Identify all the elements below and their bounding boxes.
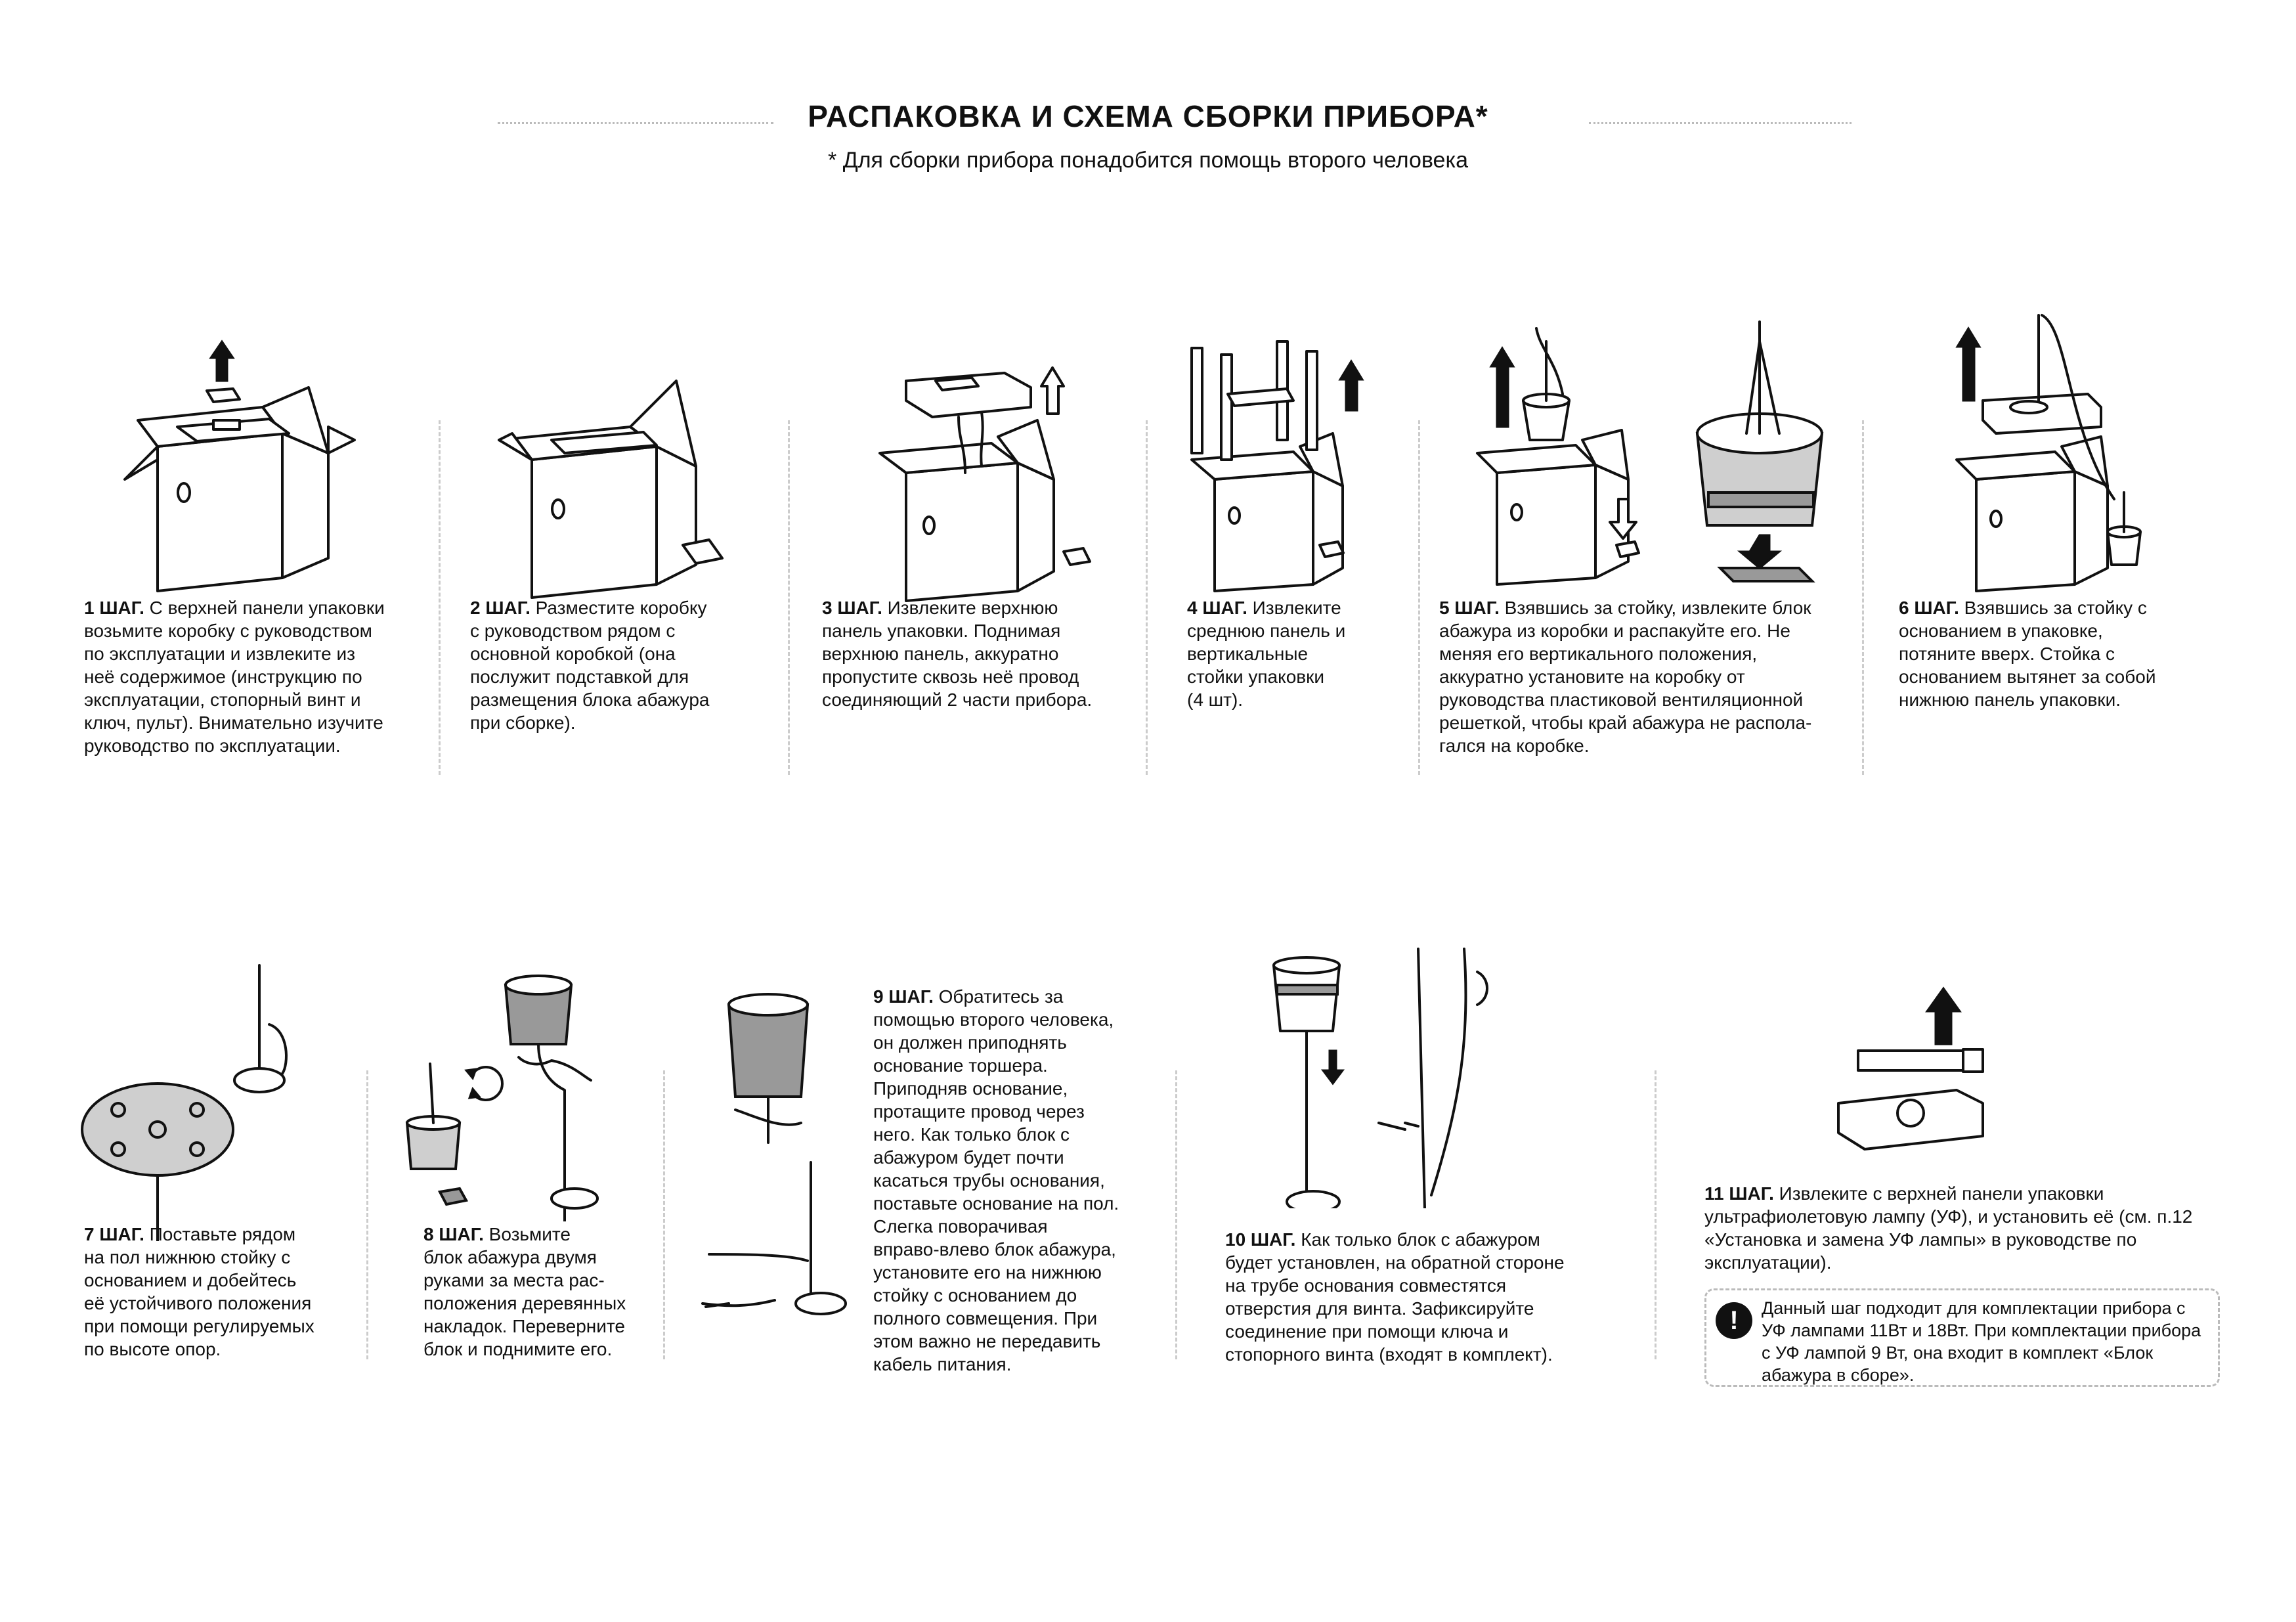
separator [663, 1070, 665, 1359]
step-7-text: 7 ШАГ. Поставьте рядом на пол нижнюю стойку с основанием и добейтесь её устойчивого положения при помощи регулируемых по высоте опор. [84, 1224, 314, 1359]
step-5-illustration [1471, 302, 1852, 598]
separator [1418, 420, 1420, 775]
step-3-text: 3 ШАГ. Извлеките верхнюю панель упаковки. Поднимая верхнюю панель, аккуратно пропустите сквозь неё провод соединяющий 2 части прибора. [822, 598, 1093, 710]
step-11-text: 11 ШАГ. Извлеките с верхней панели упаковки ультрафиолетовую лампу (УФ), и установить её (см. п.12 «Установка и замена УФ лампы» в руководстве по эксплуатации). [1704, 1183, 2193, 1273]
step-3-illustration [867, 355, 1129, 611]
step-8-text: 8 ШАГ. Возьмите блок абажура двумя руками за места рас- положения деревянных накладок. Переверните блок и поднимите его. [423, 1224, 626, 1359]
step-1-illustration [112, 328, 401, 604]
separator [1146, 420, 1148, 775]
page-title: РАСПАКОВКА И СХЕМА СБОРКИ ПРИБОРА* [808, 99, 1488, 133]
step-8-illustration [394, 959, 657, 1221]
separator [366, 1070, 368, 1359]
step-2-illustration [486, 368, 762, 604]
step-4-illustration [1175, 328, 1398, 598]
step-5-text: 5 ШАГ. Взявшись за стойку, извлеките блок абажура из коробки и распакуйте его. Не меняя его вертикального положения, аккуратно установите на коробку от руководства пластиковой вентиляционной решеткой, чтобы край абажура не распола- гался на коробке. [1439, 598, 1812, 756]
separator [1175, 1070, 1177, 1359]
step-9-illustration [689, 978, 873, 1340]
step-10-text: 10 ШАГ. Как только блок с абажуром будет установлен, на обратной стороне на трубе основания совместятся отверстия для винта. Зафиксируйте соединение при помощи ключа и стопорного винта (входят в комплект). [1225, 1229, 1565, 1365]
note-text: Данный шаг подходит для комплектации прибора с УФ лампами 11Вт и 18Вт. При комплектации прибора с УФ лампой 9 Вт, она входит в комплект «Блок абажура в сборе». [1762, 1298, 2201, 1385]
exclamation-icon: ! [1716, 1302, 1752, 1339]
step-6-text: 6 ШАГ. Взявшись за стойку с основанием в упаковке, потяните вверх. Стойка с основанием вытянет за собой нижнюю панель упаковки. [1899, 598, 2156, 710]
separator [1655, 1070, 1657, 1359]
separator [439, 420, 441, 775]
separator [1862, 420, 1864, 775]
separator [788, 420, 790, 775]
step-7-illustration [72, 952, 335, 1241]
step-9-text: 9 ШАГ. Обратитесь за помощью второго человека, он должен приподнять основание торшера. Приподняв основание, протащите провод через него. Как только блок с абажуром будет почти касаться трубы основания, поставьте основание на пол. Слегка поворачивая вправо-влево блок абажура, установите его на нижнюю стойку с основанием до полного совмещения. При этом важно не передавить кабель питания. [873, 986, 1119, 1374]
step-4-text: 4 ШАГ. Извлеките среднюю панель и вертикальные стойки упаковки (4 шт). [1187, 598, 1346, 710]
step-10-illustration [1261, 946, 1536, 1208]
step-1-text: 1 ШАГ. С верхней панели упаковки возьмите коробку с руководством по эксплуатации и извлеките из неё содержимое (инструкцию по эксплуатации, стопорный винт и ключ, пульт). Внимательно изучите руководство по эксплуатации. [84, 598, 385, 756]
note-box [1704, 1288, 2220, 1387]
step-2-text: 2 ШАГ. Разместите коробку с руководством рядом с основной коробкой (она послужит подставкой для размещения блока абажура при сборке). [470, 598, 710, 733]
step-11-illustration [1825, 985, 2042, 1169]
page-subtitle: * Для сборки прибора понадобится помощь второго человека [828, 148, 1468, 173]
step-6-illustration [1937, 302, 2239, 598]
